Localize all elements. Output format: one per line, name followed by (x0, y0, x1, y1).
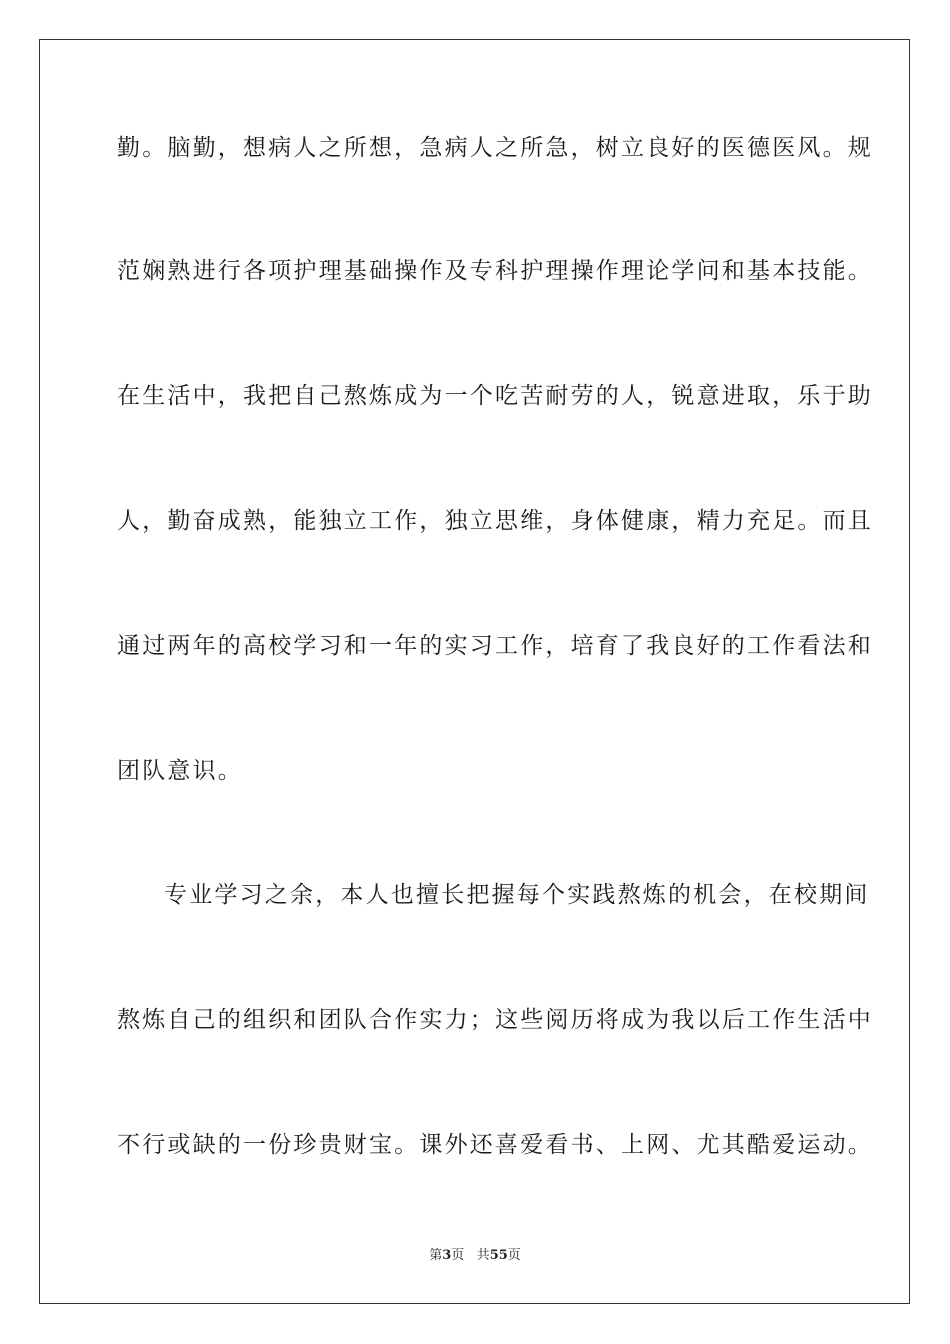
body-text-line: 在生活中，我把自己熬炼成为一个吃苦耐劳的人，锐意进取，乐于助 (117, 383, 873, 409)
paragraph-first-line: 专业学习之余，本人也擅长把握每个实践熬炼的机会，在校期间 (164, 882, 870, 908)
page-number-footer (0, 1247, 950, 1265)
body-text-line: 不行或缺的一份珍贵财宝。课外还喜爱看书、上网、尤其酷爱运动。 (117, 1132, 873, 1158)
current-page-number: 3 (442, 1248, 452, 1263)
body-text-line: 人，勤奋成熟，能独立工作，独立思维，身体健康，精力充足。而且 (117, 508, 873, 534)
footer-total-prefix: 共 (476, 1248, 490, 1263)
body-text-line: 范娴熟进行各项护理基础操作及专科护理操作理论学问和基本技能。 (117, 258, 873, 284)
body-text-line: 通过两年的高校学习和一年的实习工作，培育了我良好的工作看法和 (117, 633, 873, 659)
body-text-line: 勤。脑勤，想病人之所想，急病人之所急，树立良好的医德医风。规 (117, 135, 873, 161)
body-text-line: 熬炼自己的组织和团队合作实力；这些阅历将成为我以后工作生活中 (117, 1007, 873, 1033)
footer-total-suffix: 页 (507, 1248, 521, 1263)
total-pages-number: 55 (489, 1248, 508, 1263)
body-text-line: 团队意识。 (117, 758, 243, 784)
footer-prefix: 第 (429, 1248, 443, 1263)
page-border (39, 39, 910, 1304)
footer-page-suffix: 页 (451, 1248, 465, 1263)
